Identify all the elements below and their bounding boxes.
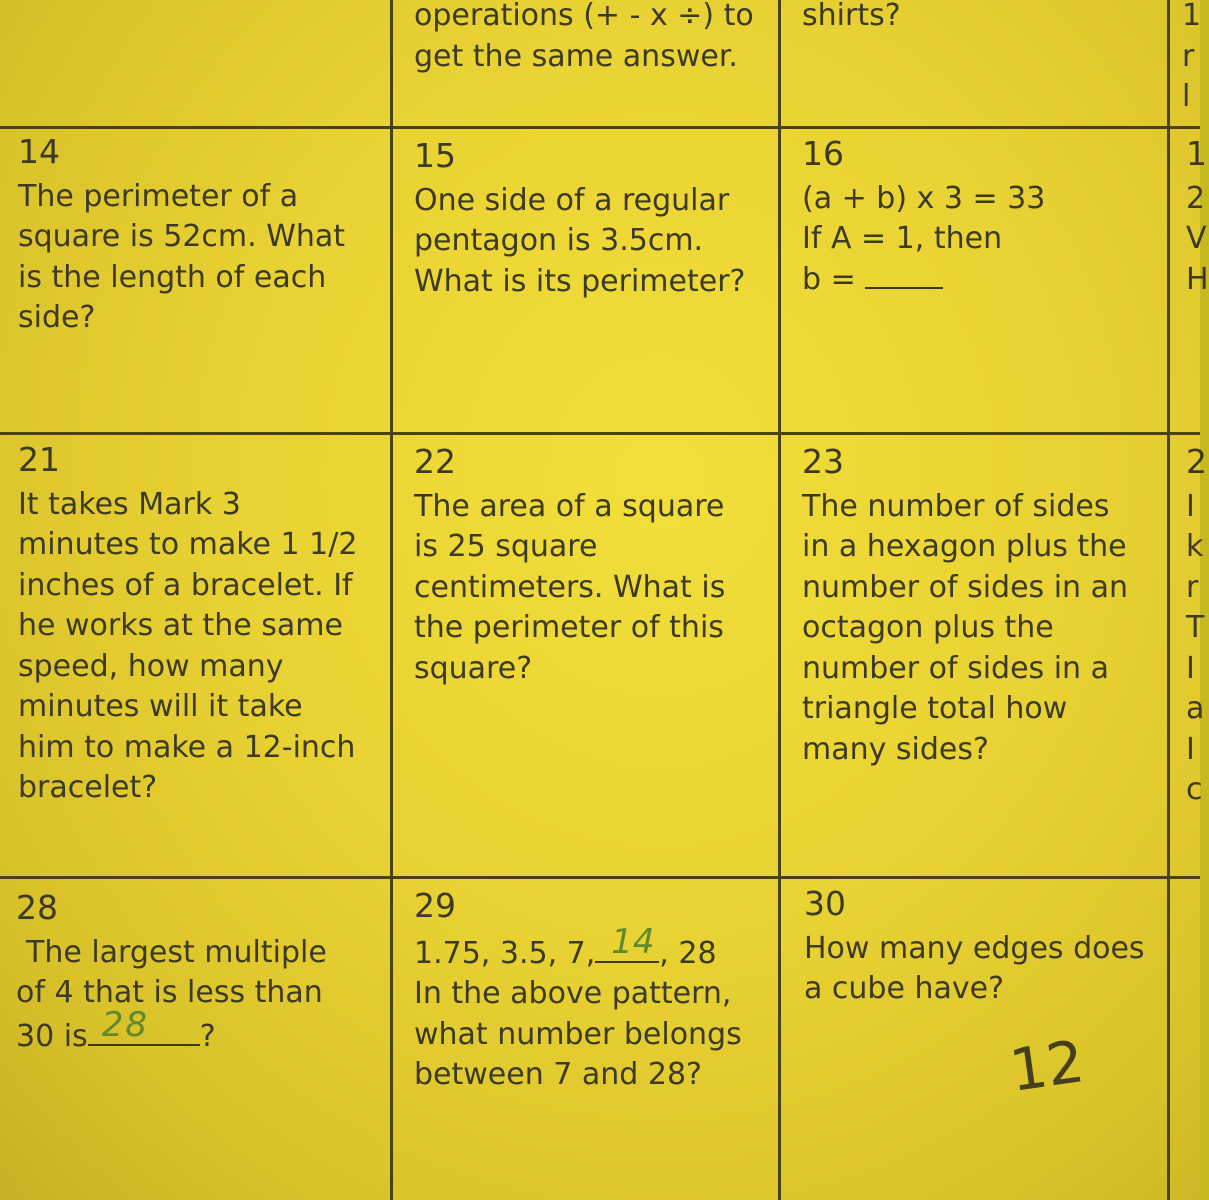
question-line: (a + b) x 3 = 33: [802, 180, 1046, 216]
question-line: triangle total how: [802, 691, 1068, 726]
grid-horizontal-line-1: [0, 126, 1200, 129]
question-23-cell: [802, 442, 1128, 770]
question-line-text: 1.75, 3.5, 7,: [414, 935, 596, 971]
question-number: 23: [802, 442, 844, 481]
question-15-cell: [414, 136, 745, 302]
question-line: The number of sides: [802, 488, 1110, 524]
question-30-cell: [804, 884, 1145, 1010]
top-cell-col4: [1182, 0, 1201, 118]
handwritten-answer: 14: [611, 922, 655, 962]
question-line: The largest multiple: [26, 934, 327, 970]
top-cell-col2: [414, 0, 754, 77]
question-line: number of sides in an: [802, 569, 1128, 605]
cut-off-fragment: r: [1182, 38, 1195, 74]
question-number: 14: [18, 132, 60, 171]
question-number: 21: [18, 440, 60, 479]
cut-off-fragment: H: [1186, 261, 1209, 297]
question-line: square is 52cm. What: [18, 219, 346, 254]
question-line: How many edges does: [804, 930, 1145, 966]
question-line: operations (+ - x ÷) to: [414, 0, 754, 33]
cut-off-fragment: 2: [1186, 442, 1207, 481]
question-line: minutes to make 1 1/2: [18, 527, 358, 562]
cut-off-fragment: k: [1186, 529, 1204, 564]
answer-blank: [595, 922, 659, 963]
question-21-cell: [18, 440, 357, 809]
question-number: 16: [802, 134, 844, 173]
grid-vertical-line-1: [390, 0, 393, 1200]
question-line: a cube have?: [804, 971, 1004, 1006]
row2-cell-col4: [1186, 134, 1209, 300]
question-line-text: b =: [802, 261, 856, 297]
grid-vertical-line-2: [778, 0, 781, 1200]
cut-off-fragment: l: [1182, 79, 1191, 114]
cut-off-fragment: V: [1186, 221, 1207, 256]
question-number: 30: [804, 884, 846, 923]
grid-horizontal-line-3: [0, 876, 1200, 879]
cut-off-fragment: T: [1186, 610, 1205, 645]
cut-off-fragment: c: [1186, 772, 1203, 807]
grid-horizontal-line-2: [0, 432, 1200, 435]
handwritten-answer: 12: [1005, 1027, 1089, 1105]
cut-off-fragment: r: [1186, 569, 1199, 605]
cut-off-fragment: 2: [1186, 180, 1206, 216]
question-line: inches of a bracelet. If: [18, 567, 353, 603]
question-line: shirts?: [802, 0, 901, 33]
question-line: speed, how many: [18, 648, 284, 684]
question-line: minutes will it take: [18, 689, 303, 724]
question-number: 22: [414, 442, 456, 481]
question-line: centimeters. What is: [414, 569, 726, 605]
question-line: of 4 that is less than: [16, 975, 323, 1010]
question-line: is the length of each: [18, 259, 327, 295]
question-number: 28: [16, 888, 58, 927]
question-line: in a hexagon plus the: [802, 529, 1127, 564]
question-line: the perimeter of this: [414, 610, 724, 645]
question-line: many sides?: [802, 731, 989, 767]
handwritten-answer: 28: [101, 1005, 149, 1045]
cut-off-fragment: 1: [1182, 0, 1202, 33]
question-line: square?: [414, 650, 533, 686]
question-line-with-answer: [414, 922, 742, 975]
question-line: One side of a regular: [414, 182, 730, 218]
cut-off-fragment: I: [1186, 650, 1195, 686]
cut-off-fragment: 1: [1186, 134, 1207, 173]
question-line: what number belongs: [414, 1016, 742, 1052]
question-line: In the above pattern,: [414, 976, 732, 1011]
question-line-with-blank: [802, 260, 1045, 301]
answer-blank: [88, 1005, 200, 1046]
question-28-cell: [16, 888, 327, 1057]
question-line: octagon plus the: [802, 610, 1054, 645]
question-line-with-answer: [16, 1005, 327, 1058]
cut-off-fragment: a: [1186, 691, 1205, 726]
question-line: bracelet?: [18, 770, 158, 805]
grid-vertical-line-3: [1167, 0, 1170, 1200]
question-line-text: ?: [199, 1018, 216, 1054]
question-line: he works at the same: [18, 608, 343, 643]
question-29-cell: [414, 886, 742, 1096]
question-line: pentagon is 3.5cm.: [414, 223, 704, 258]
cut-off-fragment: I: [1186, 488, 1195, 524]
question-line: What is its perimeter?: [414, 263, 746, 299]
question-number: 29: [414, 886, 456, 925]
question-line: is 25 square: [414, 529, 598, 564]
question-14-cell: [18, 132, 345, 339]
question-line-text: , 28: [659, 935, 717, 971]
cut-off-fragment: I: [1186, 731, 1195, 767]
question-line: get the same answer.: [414, 38, 738, 74]
question-line: him to make a 12-inch: [18, 729, 356, 765]
question-number: 15: [414, 136, 456, 175]
question-line: If A = 1, then: [802, 221, 1003, 256]
question-line: side?: [18, 300, 96, 335]
question-line: The perimeter of a: [18, 178, 299, 214]
question-16-cell: [802, 134, 1045, 300]
question-line: It takes Mark 3: [18, 486, 241, 522]
question-22-cell: [414, 442, 725, 689]
question-line: The area of a square: [414, 488, 725, 524]
question-line: number of sides in a: [802, 650, 1109, 686]
row3-cell-col4: [1186, 442, 1207, 811]
answer-blank: [865, 261, 943, 289]
question-line: between 7 and 28?: [414, 1057, 702, 1092]
top-cell-col3: [802, 0, 901, 37]
question-line-text: 30 is: [16, 1018, 88, 1054]
